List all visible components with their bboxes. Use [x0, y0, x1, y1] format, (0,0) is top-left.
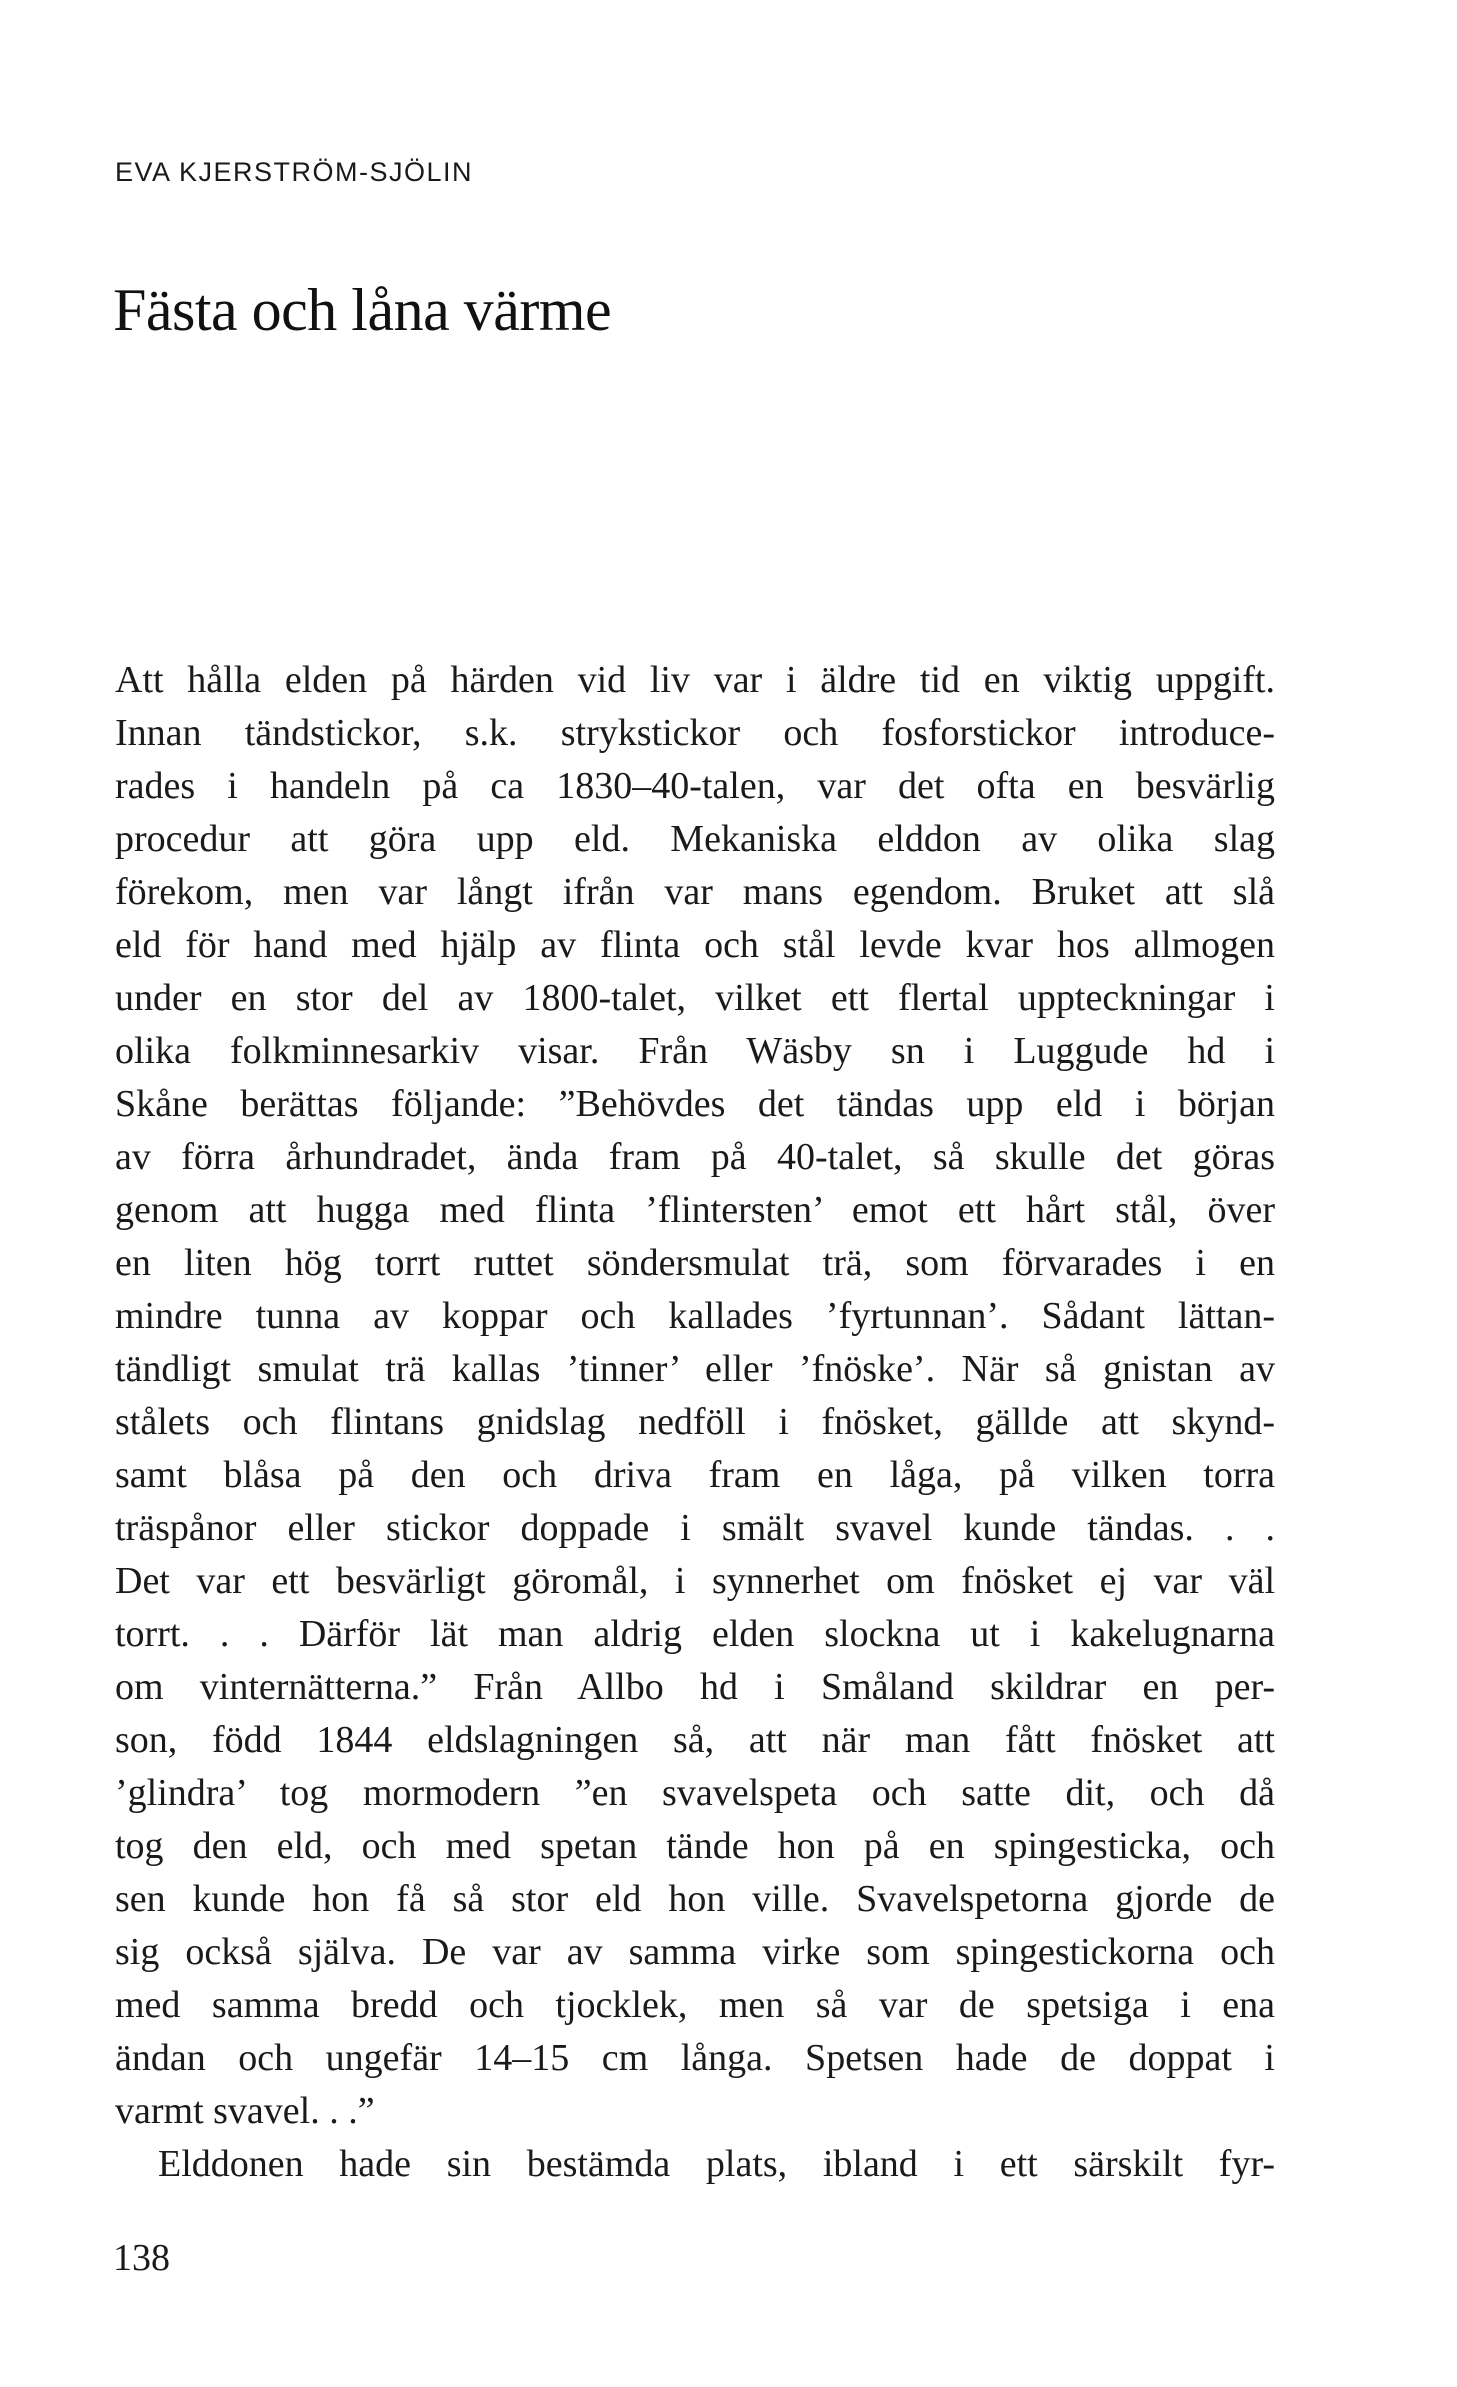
- body-line: mindre tunna av koppar och kallades ’fyrtunnan’. Sådant lättan-: [115, 1295, 1275, 1337]
- body-line: Att hålla elden på härden vid liv var i äldre tid en viktig uppgift.: [115, 659, 1275, 701]
- body-line: torrt. . . Därför lät man aldrig elden slockna ut i kakelugnarna: [115, 1613, 1275, 1655]
- body-line: rades i handeln på ca 1830–40-talen, var det ofta en besvärlig: [115, 765, 1275, 807]
- body-line: stålets och flintans gnidslag nedföll i fnösket, gällde att skynd-: [115, 1401, 1275, 1443]
- body-line: tog den eld, och med spetan tände hon på en spingesticka, och: [115, 1825, 1275, 1867]
- body-line: genom att hugga med flinta ’flintersten’ emot ett hårt stål, över: [115, 1189, 1275, 1231]
- body-line: med samma bredd och tjocklek, men så var de spetsiga i ena: [115, 1984, 1275, 2026]
- body-line: en liten hög torrt ruttet söndersmulat trä, som förvarades i en: [115, 1242, 1275, 1284]
- body-line: eld för hand med hjälp av flinta och stål levde kvar hos allmogen: [115, 924, 1275, 966]
- paragraph-start-line: Elddonen hade sin bestämda plats, ibland i ett särskilt fyr-: [158, 2143, 1275, 2185]
- body-line: Skåne berättas följande: ”Behövdes det tändas upp eld i början: [115, 1083, 1275, 1125]
- body-text: [115, 654, 1275, 2191]
- paragraph-end-line: varmt svavel. . .”: [115, 2090, 375, 2132]
- body-line: träspånor eller stickor doppade i smält svavel kunde tändas. . .: [115, 1507, 1275, 1549]
- article-title: Fästa och låna värme: [113, 277, 612, 343]
- author-name: EVA KJERSTRÖM-SJÖLIN: [115, 157, 474, 187]
- body-line: sig också själva. De var av samma virke som spingestickorna och: [115, 1931, 1275, 1973]
- body-line: ’glindra’ tog mormodern ”en svavelspeta och satte dit, och då: [115, 1772, 1275, 1814]
- body-line: Innan tändstickor, s.k. strykstickor och fosforstickor introduce-: [115, 712, 1275, 754]
- body-line: ändan och ungefär 14–15 cm långa. Spetsen hade de doppat i: [115, 2037, 1275, 2079]
- body-line: son, född 1844 eldslagningen så, att när man fått fnösket att: [115, 1719, 1275, 1761]
- body-line: av förra århundradet, ända fram på 40-talet, så skulle det göras: [115, 1136, 1275, 1178]
- body-line: Det var ett besvärligt göromål, i synnerhet om fnösket ej var väl: [115, 1560, 1275, 1602]
- body-line: procedur att göra upp eld. Mekaniska elddon av olika slag: [115, 818, 1275, 860]
- body-line: olika folkminnesarkiv visar. Från Wäsby sn i Luggude hd i: [115, 1030, 1275, 1072]
- body-line: samt blåsa på den och driva fram en låga, på vilken torra: [115, 1454, 1275, 1496]
- body-line: om vinternätterna.” Från Allbo hd i Småland skildrar en per-: [115, 1666, 1275, 1708]
- body-line: förekom, men var långt ifrån var mans egendom. Bruket att slå: [115, 871, 1275, 913]
- body-line: under en stor del av 1800-talet, vilket ett flertal uppteckningar i: [115, 977, 1275, 1019]
- body-line: tändligt smulat trä kallas ’tinner’ eller ’fnöske’. När så gnistan av: [115, 1348, 1275, 1390]
- body-line: sen kunde hon få så stor eld hon ville. Svavelspetorna gjorde de: [115, 1878, 1275, 1920]
- page-number: 138: [113, 2237, 170, 2279]
